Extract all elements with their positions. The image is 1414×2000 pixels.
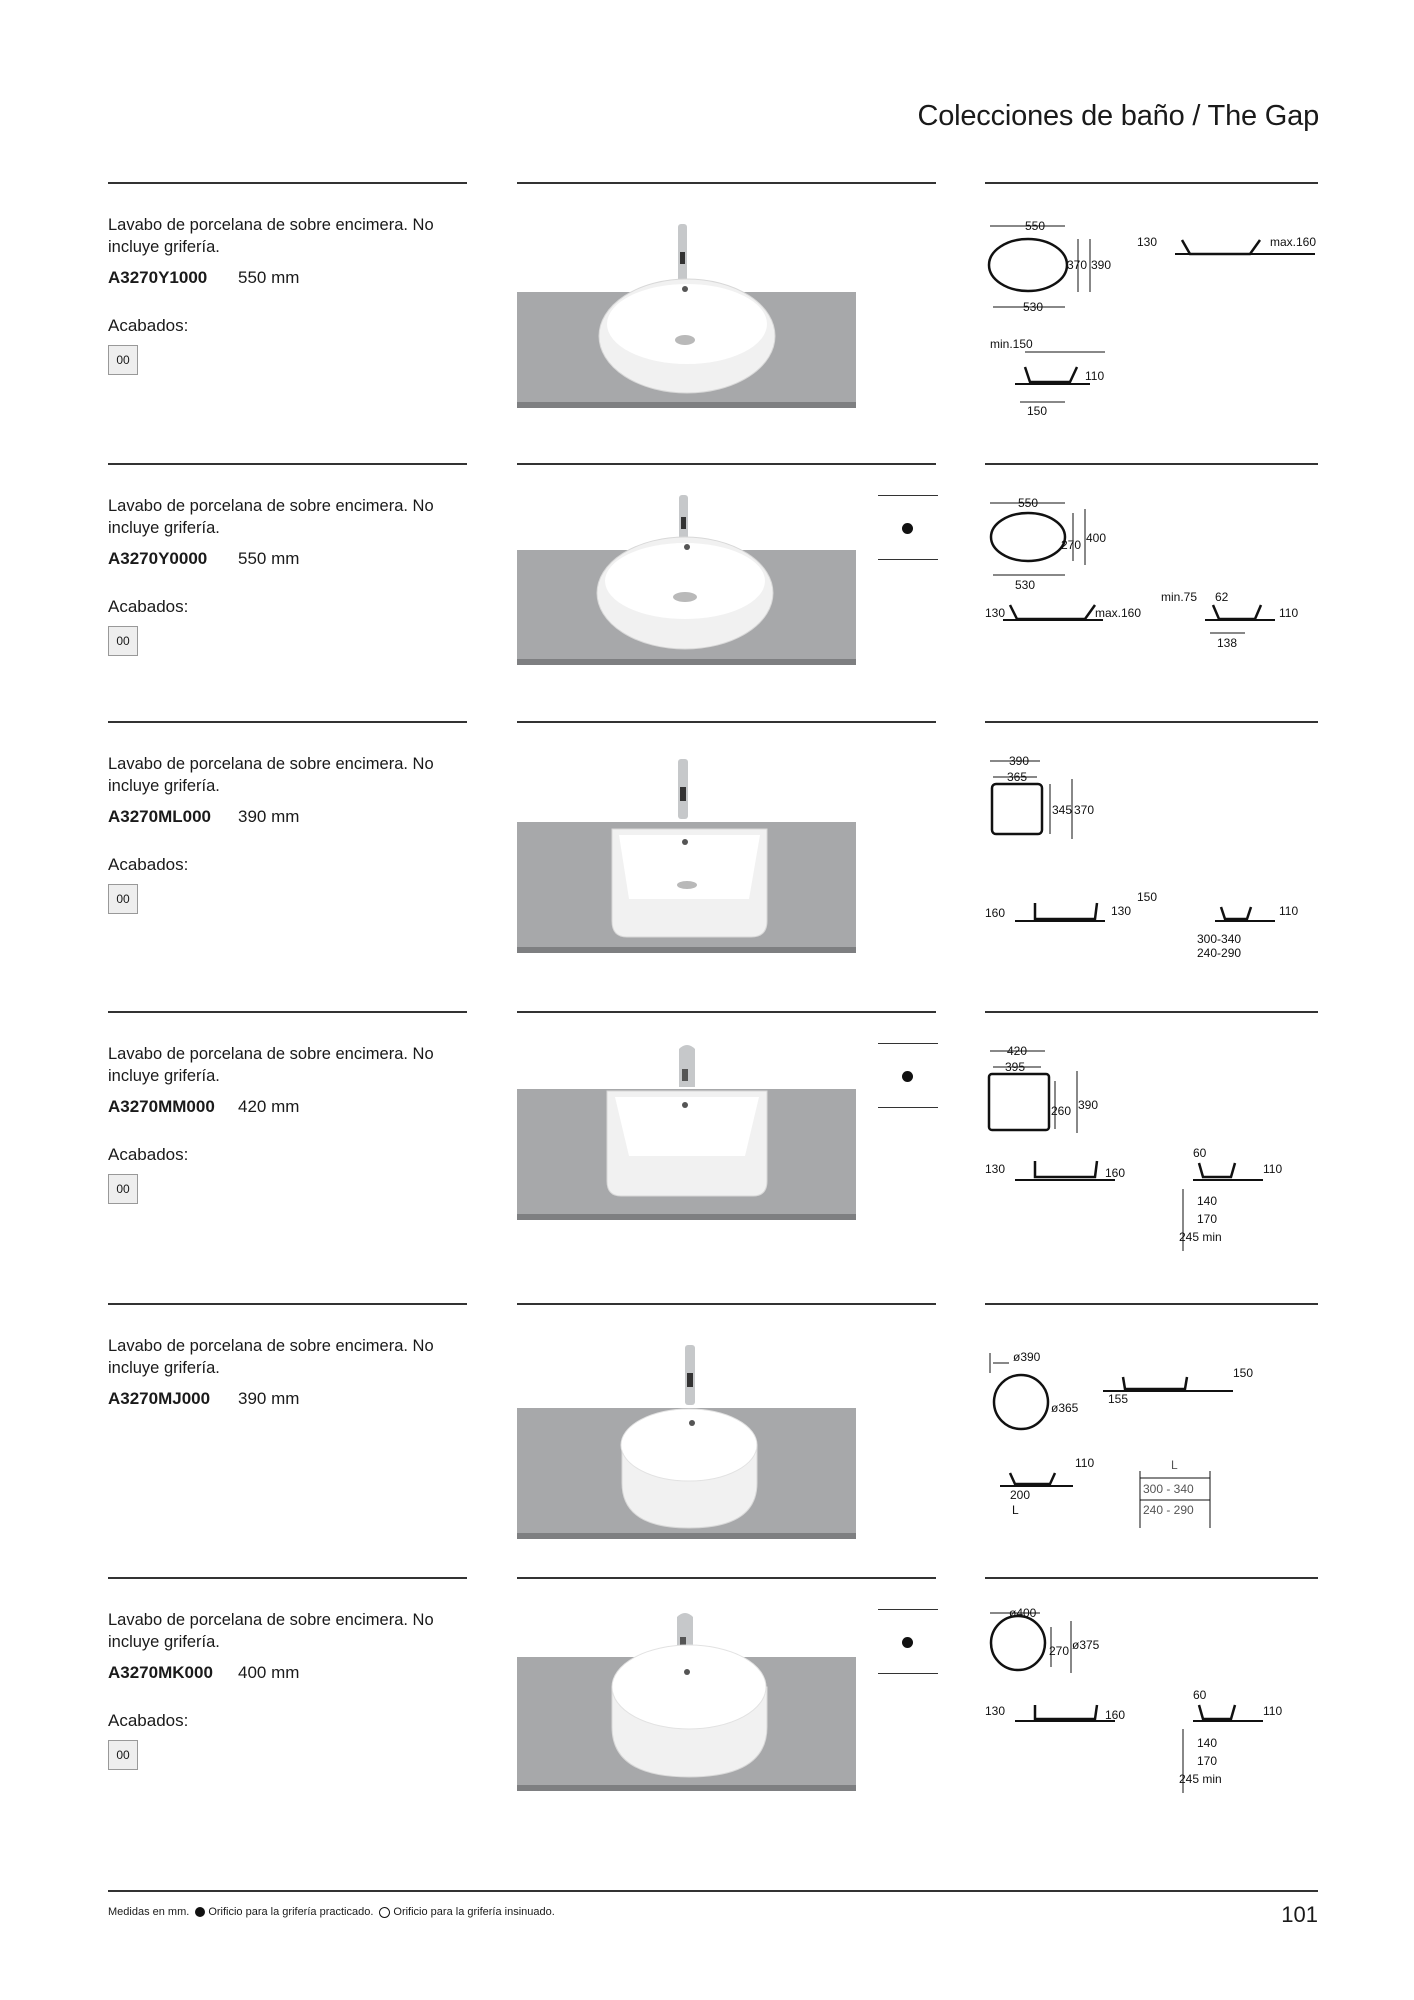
technical-drawing: [985, 212, 1320, 422]
finishes-label: Acabados:: [108, 1145, 189, 1164]
product-code-line: [108, 1663, 299, 1683]
product-photo: [517, 1607, 856, 1797]
dimension-label: 140: [1197, 1194, 1218, 1208]
dimension-label: 240-290: [1197, 946, 1242, 960]
dimension-label: 400: [1086, 531, 1107, 545]
technical-drawing: [985, 1041, 1320, 1276]
product-code: A3270ML000: [108, 807, 212, 826]
product-description: Lavabo de porcelana de sobre encimera. No incluye grifería.: [108, 1045, 434, 1085]
dimension-label: 345: [1052, 803, 1073, 817]
divider: [108, 1303, 467, 1305]
product-code-line: [108, 268, 299, 288]
tap-hole-marker: [878, 493, 938, 563]
divider: [108, 463, 467, 465]
dimension-label: 530: [1015, 578, 1036, 592]
dimension-label: 530: [1023, 300, 1044, 314]
product-code: A3270Y0000: [108, 549, 208, 568]
divider: [985, 463, 1318, 465]
dimension-label: 110: [1263, 1162, 1283, 1176]
dimension-label: 110: [1279, 606, 1299, 620]
divider: [985, 182, 1318, 184]
divider: [517, 1011, 936, 1013]
dimension-label: ø375: [1072, 1638, 1100, 1652]
product-photo: [517, 212, 856, 412]
divider: [985, 1011, 1318, 1013]
finish-swatch[interactable]: 00: [108, 884, 138, 914]
product-photo: [517, 493, 856, 668]
dimension-label: 60: [1193, 1146, 1207, 1160]
product-row-1: [0, 182, 1414, 432]
product-size: 550 mm: [238, 549, 300, 568]
product-code-line: [108, 807, 299, 827]
product-description: Lavabo de porcelana de sobre encimera. No incluye grifería.: [108, 497, 434, 537]
dimension-label: 395: [1005, 1060, 1026, 1074]
divider: [108, 182, 467, 184]
product-size: 400 mm: [238, 1663, 300, 1682]
tap-hole-marker: [878, 1041, 938, 1111]
dimension-label: 300-340: [1197, 932, 1242, 946]
footer-units-text: Medidas en mm.: [108, 1906, 190, 1918]
tap-hole-marker: [878, 1607, 938, 1677]
dimension-label: 420: [1007, 1044, 1028, 1058]
product-code-line: [108, 1389, 299, 1409]
table-cell: 300 - 340: [1143, 1482, 1194, 1496]
dimension-label: 138: [1217, 636, 1238, 650]
footer-marked-text: Orificio para la grifería insinuado.: [393, 1906, 555, 1918]
dimension-label: 270: [1049, 1644, 1070, 1658]
dimension-label: 130: [985, 606, 1006, 620]
divider: [108, 1577, 467, 1579]
dimension-label: 130: [1111, 904, 1132, 918]
dimension-label: ø400: [1009, 1607, 1037, 1620]
table-header: L: [1171, 1458, 1178, 1472]
finishes-label: Acabados:: [108, 1711, 189, 1730]
tap-hole-drilled-icon: [902, 523, 913, 534]
dimension-label: 370: [1067, 258, 1088, 272]
dimension-label: 160: [1105, 1166, 1126, 1180]
page-title: Colecciones de baño / The Gap: [917, 100, 1319, 132]
technical-drawing: [985, 1607, 1320, 1812]
dimension-label: 160: [985, 906, 1006, 920]
finish-swatch[interactable]: 00: [108, 626, 138, 656]
product-code: A3270MK000: [108, 1663, 213, 1682]
finishes-label: Acabados:: [108, 597, 189, 616]
dimension-label: 140: [1197, 1736, 1218, 1750]
product-code-line: [108, 549, 299, 569]
finishes-label: Acabados:: [108, 316, 189, 335]
technical-drawing: [985, 1333, 1320, 1543]
divider: [108, 721, 467, 723]
dimension-label: 170: [1197, 1212, 1218, 1226]
footer-note: [108, 1906, 555, 1918]
finish-swatch[interactable]: 00: [108, 1174, 138, 1204]
product-size: 550 mm: [238, 268, 300, 287]
dimension-label: 390: [1091, 258, 1112, 272]
divider: [985, 721, 1318, 723]
product-description: Lavabo de porcelana de sobre encimera. No incluye grifería.: [108, 216, 434, 256]
dimension-label: max.160: [1270, 235, 1317, 249]
technical-drawing: [985, 751, 1320, 976]
divider: [517, 721, 936, 723]
dimension-label: ø390: [1013, 1350, 1041, 1364]
dimension-label: 150: [1137, 890, 1158, 904]
product-size: 420 mm: [238, 1097, 300, 1116]
finish-swatch[interactable]: 00: [108, 345, 138, 375]
table-cell: 240 - 290: [1143, 1503, 1194, 1517]
divider: [985, 1303, 1318, 1305]
product-description: Lavabo de porcelana de sobre encimera. No incluye grifería.: [108, 1611, 434, 1651]
dimension-label: 130: [985, 1162, 1006, 1176]
dimension-label: 390: [1009, 754, 1030, 768]
product-code-line: [108, 1097, 299, 1117]
dimension-label: 62: [1215, 590, 1229, 604]
dimension-label: min.75: [1161, 590, 1198, 604]
product-photo: [517, 1041, 856, 1226]
product-row-5: [0, 1303, 1414, 1543]
dimension-label: 170: [1197, 1754, 1218, 1768]
product-row-6: [0, 1577, 1414, 1847]
page-number: 101: [1281, 1902, 1318, 1927]
dimension-label: 155: [1108, 1392, 1129, 1406]
dimension-label: 160: [1105, 1708, 1126, 1722]
dimension-label: 130: [1137, 235, 1158, 249]
dimension-label: 130: [985, 1704, 1006, 1718]
dimension-label: 390: [1078, 1098, 1099, 1112]
dimension-label: 245 min: [1179, 1772, 1222, 1786]
dimension-label: max.160: [1095, 606, 1142, 620]
dimension-label: min.150: [990, 337, 1033, 351]
dimension-label: 245 min: [1179, 1230, 1222, 1244]
product-code: A3270MJ000: [108, 1389, 211, 1408]
dimension-label: 110: [1085, 369, 1105, 383]
product-description: Lavabo de porcelana de sobre encimera. No incluye grifería.: [108, 755, 434, 795]
technical-drawing: [985, 493, 1320, 673]
tap-hole-drilled-icon: [902, 1637, 913, 1648]
product-photo: [517, 751, 856, 956]
product-row-3: [0, 721, 1414, 981]
dimension-label: 60: [1193, 1688, 1207, 1702]
dimension-label: 200: [1010, 1488, 1031, 1502]
footer-drilled-text: Orificio para la grifería practicado.: [208, 1906, 374, 1918]
dimension-label: 110: [1075, 1456, 1095, 1470]
product-description: Lavabo de porcelana de sobre encimera. No incluye grifería.: [108, 1337, 434, 1377]
divider: [517, 1577, 936, 1579]
product-code: A3270Y1000: [108, 268, 208, 287]
product-photo: [517, 1333, 856, 1543]
divider: [517, 182, 936, 184]
product-code: A3270MM000: [108, 1097, 215, 1116]
dimension-label: ø365: [1051, 1401, 1079, 1415]
tap-hole-drilled-icon: [902, 1071, 913, 1082]
divider: [517, 463, 936, 465]
finish-swatch[interactable]: 00: [108, 1740, 138, 1770]
filled-circle-icon: [195, 1907, 205, 1917]
footer-divider: [108, 1890, 1318, 1892]
product-size: 390 mm: [238, 807, 300, 826]
hollow-circle-icon: [379, 1907, 390, 1918]
dimension-label: 270: [1061, 538, 1082, 552]
dimension-label: 550: [1025, 219, 1046, 233]
dimension-label: 550: [1018, 496, 1039, 510]
divider: [985, 1577, 1318, 1579]
dimension-label: 150: [1027, 404, 1048, 418]
product-row-4: [0, 1011, 1414, 1281]
dimension-label: 110: [1279, 904, 1299, 918]
dimension-label: 150: [1233, 1366, 1254, 1380]
divider: [108, 1011, 467, 1013]
dimension-label: 110: [1263, 1704, 1283, 1718]
dimension-label: L: [1012, 1503, 1019, 1517]
product-row-2: [0, 463, 1414, 693]
dimension-label: 370: [1074, 803, 1095, 817]
dimension-label: 365: [1007, 770, 1028, 784]
finishes-label: Acabados:: [108, 855, 189, 874]
divider: [517, 1303, 936, 1305]
dimension-label: 260: [1051, 1104, 1072, 1118]
product-size: 390 mm: [238, 1389, 300, 1408]
